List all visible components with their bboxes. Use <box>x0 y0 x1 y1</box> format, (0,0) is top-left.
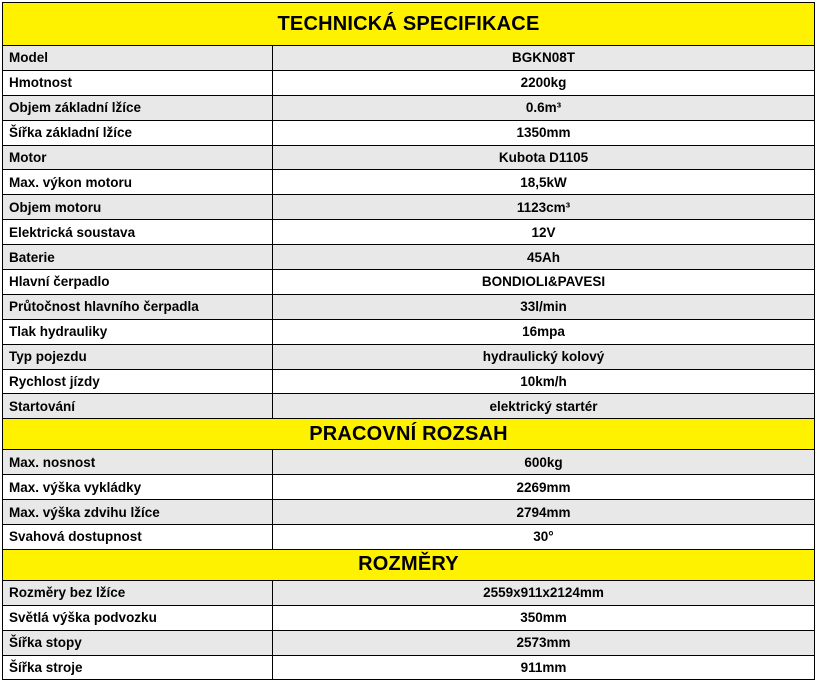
spec-row <box>3 450 815 475</box>
section-title: PRACOVNÍ ROZSAH <box>3 419 815 450</box>
spec-value: hydraulický kolový <box>273 344 815 369</box>
spec-value: 2200kg <box>273 70 815 95</box>
spec-row <box>3 95 815 120</box>
spec-value: 0.6m³ <box>273 95 815 120</box>
spec-row <box>3 70 815 95</box>
spec-value: 600kg <box>273 450 815 475</box>
spec-label: Hmotnost <box>3 70 273 95</box>
spec-label: Model <box>3 46 273 71</box>
spec-label: Šířka základní lžíce <box>3 120 273 145</box>
spec-label: Svahová dostupnost <box>3 525 273 550</box>
spec-label: Elektrická soustava <box>3 220 273 245</box>
spec-value: 12V <box>273 220 815 245</box>
spec-row <box>3 145 815 170</box>
spec-row <box>3 195 815 220</box>
spec-table-body <box>3 3 815 680</box>
spec-label: Šířka stopy <box>3 630 273 655</box>
spec-row <box>3 220 815 245</box>
spec-label: Max. výška vykládky <box>3 475 273 500</box>
spec-row <box>3 270 815 295</box>
spec-value: 2573mm <box>273 630 815 655</box>
spec-value: 2794mm <box>273 500 815 525</box>
section-title: ROZMĚRY <box>3 549 815 580</box>
spec-row <box>3 580 815 605</box>
spec-value: BGKN08T <box>273 46 815 71</box>
spec-row <box>3 500 815 525</box>
spec-label: Průtočnost hlavního čerpadla <box>3 294 273 319</box>
spec-value: 2559x911x2124mm <box>273 580 815 605</box>
spec-value: Kubota D1105 <box>273 145 815 170</box>
section-header-row <box>3 3 815 46</box>
spec-value: 33l/min <box>273 294 815 319</box>
section-header-row <box>3 419 815 450</box>
spec-row <box>3 369 815 394</box>
spec-label: Hlavní čerpadlo <box>3 270 273 295</box>
spec-label: Tlak hydrauliky <box>3 319 273 344</box>
spec-value: 45Ah <box>273 245 815 270</box>
spec-row <box>3 630 815 655</box>
spec-label: Typ pojezdu <box>3 344 273 369</box>
spec-value: BONDIOLI&PAVESI <box>273 270 815 295</box>
spec-label: Rozměry bez lžíce <box>3 580 273 605</box>
spec-row <box>3 344 815 369</box>
spec-row <box>3 475 815 500</box>
spec-row <box>3 46 815 71</box>
spec-value: 350mm <box>273 605 815 630</box>
spec-row <box>3 245 815 270</box>
spec-value: 10km/h <box>273 369 815 394</box>
spec-label: Šířka stroje <box>3 655 273 680</box>
spec-value: 2269mm <box>273 475 815 500</box>
spec-value: elektrický startér <box>273 394 815 419</box>
spec-value: 18,5kW <box>273 170 815 195</box>
spec-row <box>3 525 815 550</box>
spec-value: 30° <box>273 525 815 550</box>
spec-row <box>3 294 815 319</box>
spec-label: Startování <box>3 394 273 419</box>
section-title: TECHNICKÁ SPECIFIKACE <box>3 3 815 46</box>
spec-table <box>2 2 815 680</box>
spec-label: Max. výška zdvihu lžíce <box>3 500 273 525</box>
spec-row <box>3 605 815 630</box>
spec-value: 16mpa <box>273 319 815 344</box>
spec-label: Rychlost jízdy <box>3 369 273 394</box>
spec-value: 911mm <box>273 655 815 680</box>
spec-row <box>3 319 815 344</box>
spec-label: Max. nosnost <box>3 450 273 475</box>
spec-row <box>3 655 815 680</box>
spec-row <box>3 170 815 195</box>
spec-label: Motor <box>3 145 273 170</box>
spec-value: 1350mm <box>273 120 815 145</box>
spec-row <box>3 120 815 145</box>
spec-label: Max. výkon motoru <box>3 170 273 195</box>
spec-row <box>3 394 815 419</box>
spec-label: Světlá výška podvozku <box>3 605 273 630</box>
spec-label: Baterie <box>3 245 273 270</box>
spec-value: 1123cm³ <box>273 195 815 220</box>
spec-label: Objem základní lžíce <box>3 95 273 120</box>
spec-label: Objem motoru <box>3 195 273 220</box>
section-header-row <box>3 549 815 580</box>
